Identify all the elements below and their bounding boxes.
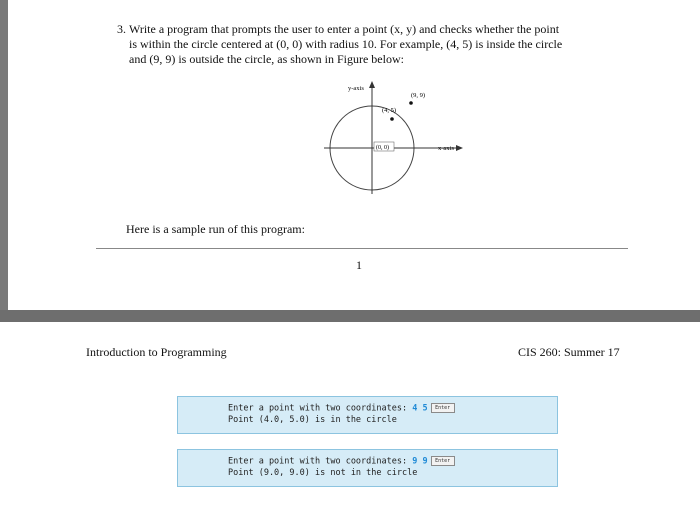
sample-run-2-input-line — [228, 456, 557, 468]
x-axis-arrow — [456, 145, 463, 151]
sample-run-1-output: Point (4.0, 5.0) is in the circle — [228, 414, 397, 425]
problem-line-1: Write a program that prompts the user to enter a point (x, y) and checks whether the point — [129, 22, 560, 36]
enter-key-icon: Enter — [431, 403, 455, 413]
problem-line-2: is within the circle centered at (0, 0) with radius 10. For example, (4, 5) is inside the circle — [129, 37, 563, 51]
enter-key-icon: Enter — [431, 456, 455, 466]
sample-run-caption: Here is a sample run of this program: — [126, 222, 305, 236]
point-outside — [409, 101, 413, 105]
sample-run-2-prompt: Enter a point with two coordinates: — [228, 456, 413, 467]
footer-course-code: CIS 260: Summer 17 — [518, 345, 620, 359]
sample-run-2 — [177, 449, 558, 487]
problem-number: 3. — [117, 22, 126, 36]
footer-course-title: Introduction to Programming — [86, 345, 227, 359]
point-inside — [390, 117, 394, 121]
page-divider — [96, 248, 628, 249]
circle-figure — [308, 76, 483, 216]
sample-run-1-input: 4 5 — [412, 403, 428, 414]
y-axis-arrow — [369, 81, 375, 88]
page-number: 1 — [356, 258, 362, 272]
x-axis-label: x-axis — [438, 145, 454, 152]
y-axis-label: y-axis — [348, 85, 364, 92]
sample-run-2-input: 9 9 — [412, 456, 428, 467]
point-outside-label: (9, 9) — [411, 92, 426, 99]
origin-label: (0, 0) — [376, 145, 389, 151]
sample-run-2-output: Point (9.0, 9.0) is not in the circle — [228, 467, 418, 478]
point-inside-label: (4, 5) — [382, 107, 397, 114]
problem-statement — [117, 22, 642, 67]
sample-run-1-prompt: Enter a point with two coordinates: — [228, 403, 413, 414]
sample-run-1 — [177, 396, 558, 434]
problem-line-3: and (9, 9) is outside the circle, as shown in Figure below: — [129, 52, 404, 66]
sample-run-1-input-line — [228, 403, 557, 415]
circle-diagram — [308, 76, 483, 216]
page-gap — [0, 310, 700, 322]
